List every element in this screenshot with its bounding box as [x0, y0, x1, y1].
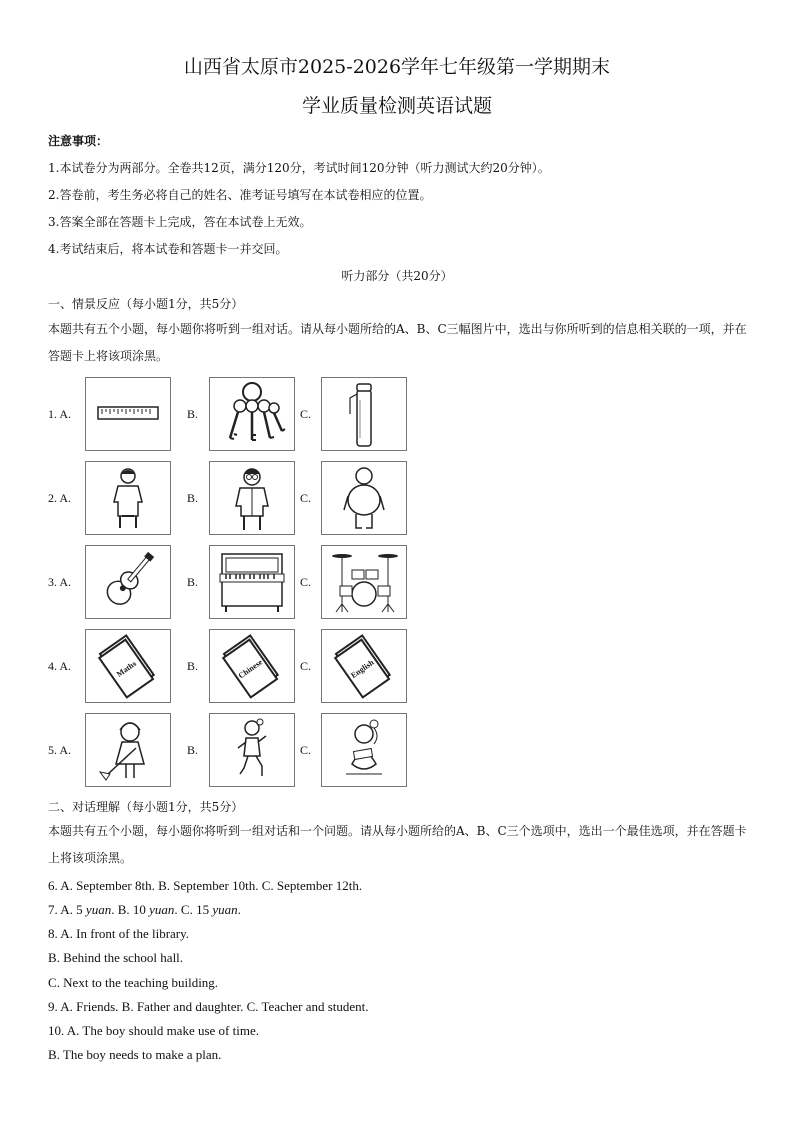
drums-image[interactable] — [321, 545, 407, 619]
question-10-option-b: B. The boy needs to make a plan. — [48, 1047, 222, 1062]
section1-instructions: 本题共有五个小题，每小题你将听到一组对话。请从每小题所给的A、B、C三幅图片中，选出与你所听到的信息相关联的一项，并在答题卡上将该项涂黑。 — [48, 322, 747, 363]
chinese-book-image[interactable] — [209, 629, 295, 703]
water-bottle-image[interactable] — [321, 377, 407, 451]
question-3-row — [48, 545, 428, 620]
note-item-2: 2.答卷前，考生务必将自己的姓名、准考证号填写在本试卷相应的位置。 — [48, 188, 432, 202]
section2-instructions: 本题共有五个小题，每小题你将听到一组对话和一个问题。请从每小题所给的A、B、C三个选项中，选出一个最佳选项，并在答题卡上将该项涂黑。 — [48, 824, 747, 865]
question-5-label-c: C. — [300, 743, 312, 757]
question-5-label-a: 5. A. — [48, 743, 72, 757]
note-item-1: 1.本试卷分为两部分。全卷共12页，满分120分，考试时间120分钟（听力测试大约20分钟）。 — [48, 161, 550, 175]
question-3-label-c: C. — [300, 575, 312, 589]
question-8-option-c: C. Next to the teaching building. — [48, 975, 219, 990]
question-4-label-b: B. — [187, 659, 199, 673]
question-1-label-b: B. — [187, 407, 199, 421]
question-10-option-a: 10. A. The boy should make use of time. — [48, 1023, 259, 1038]
chinese-book-title: Chinese — [236, 657, 265, 681]
guitar-image[interactable] — [85, 545, 171, 619]
question-8-option-b: B. Behind the school hall. — [48, 950, 184, 965]
section1-title: 一、情景反应（每小题1分，共5分） — [48, 297, 244, 311]
listening-heading: 听力部分（共20分） — [341, 269, 453, 283]
question-2-row — [48, 461, 428, 536]
exam-title-line1: 山西省太原市2025-2026学年七年级第一学期期末 — [183, 56, 611, 78]
keys-image[interactable] — [209, 377, 295, 451]
notes-heading: 注意事项： — [48, 134, 109, 148]
girl-sweeping-image[interactable] — [85, 713, 171, 787]
girl-running-image[interactable] — [209, 713, 295, 787]
question-4-label-c: C. — [300, 659, 312, 673]
english-book-image[interactable] — [321, 629, 407, 703]
question-1-row — [48, 377, 428, 452]
question-3-label-b: B. — [187, 575, 199, 589]
question-1-label-c: C. — [300, 407, 312, 421]
maths-book-title: Maths — [114, 659, 138, 679]
question-1-label-a: 1. A. — [48, 407, 72, 421]
question-7-options: 7. A. 5 yuan. B. 10 yuan. C. 15 yuan. — [48, 902, 241, 917]
question-5-row — [48, 713, 428, 788]
question-8-option-a: 8. A. In front of the library. — [48, 926, 190, 941]
question-9-options: 9. A. Friends. B. Father and daughter. C. Teacher and student. — [48, 999, 369, 1014]
piano-image[interactable] — [209, 545, 295, 619]
question-4-label-a: 4. A. — [48, 659, 72, 673]
question-2-label-b: B. — [187, 491, 199, 505]
question-3-label-a: 3. A. — [48, 575, 72, 589]
girl-reading-image[interactable] — [321, 713, 407, 787]
boy-image[interactable] — [85, 461, 171, 535]
question-2-label-c: C. — [300, 491, 312, 505]
note-item-3: 3.答案全部在答题卡上完成，答在本试卷上无效。 — [48, 215, 312, 229]
note-item-4: 4.考试结束后，将本试卷和答题卡一并交回。 — [48, 242, 288, 256]
question-5-label-b: B. — [187, 743, 199, 757]
question-6-options: 6. A. September 8th. B. September 10th. C. September 12th. — [48, 878, 363, 893]
fat-man-image[interactable] — [321, 461, 407, 535]
boy-with-glasses-image[interactable] — [209, 461, 295, 535]
question-4-row — [48, 629, 428, 704]
section2-title: 二、对话理解（每小题1分，共5分） — [48, 800, 244, 814]
exam-title-line2: 学业质量检测英语试题 — [301, 95, 492, 117]
english-book-title: English — [349, 657, 376, 681]
question-2-label-a: 2. A. — [48, 491, 72, 505]
ruler-image[interactable] — [85, 377, 171, 451]
maths-book-image[interactable] — [85, 629, 171, 703]
